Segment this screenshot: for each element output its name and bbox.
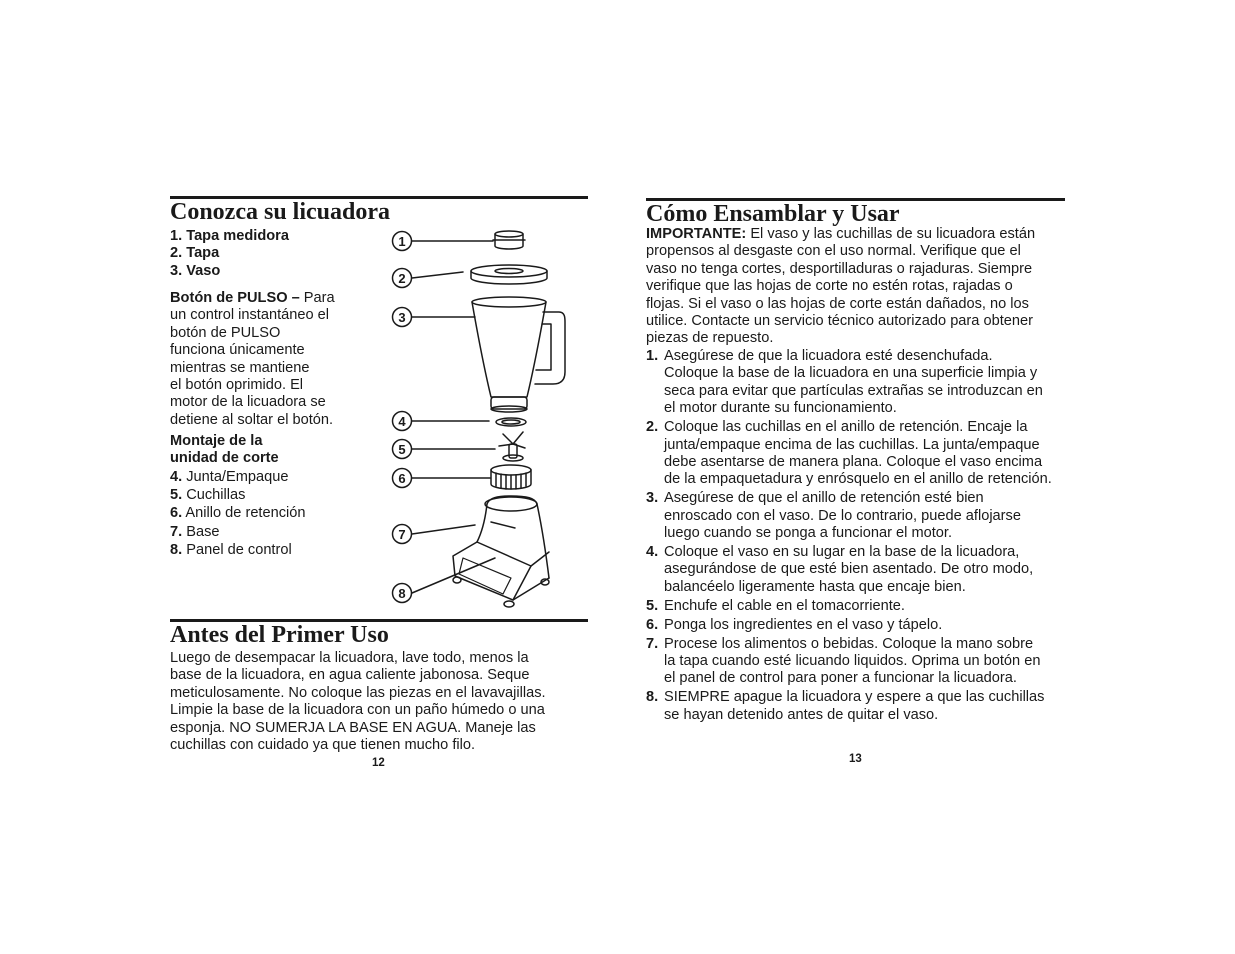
- part-item-7: 7. Base: [170, 523, 220, 540]
- step-2: 2. Coloque las cuchillas en el anillo de retención. Encaje la junta/empaque encima de las cuchillas. La junta/empaque debe asentarse de manera plana. Coloque el vaso encima de la empaquetadura y enrósquelo en el anillo de retención.: [646, 419, 1052, 488]
- retaining-ring-drawing: [491, 465, 531, 489]
- part-item-6: 6. Anillo de retención: [170, 505, 306, 522]
- svg-text:8: 8: [398, 586, 406, 601]
- step-1: 1. Asegúrese de que la licuadora esté desenchufada. Coloque la base de la licuadora en una superficie limpia y seca para evitar que partículas extrañas se introduzcan en el motor durante su funcionamiento.: [646, 348, 1043, 417]
- blades-drawing: [499, 432, 525, 461]
- svg-text:3: 3: [398, 310, 406, 325]
- part-item-1: 1. Tapa medidora: [170, 228, 289, 244]
- callout-2: [393, 269, 412, 288]
- page-number-right: 13: [849, 753, 862, 765]
- callout-6: [393, 469, 412, 488]
- part-item-8: 8. Panel de control: [170, 541, 292, 558]
- callout-5: [393, 440, 412, 459]
- part-item-4: 4. Junta/Empaque: [170, 469, 289, 485]
- step-5: 5. Enchufe el cable en el tomacorriente.: [646, 597, 905, 614]
- pulse-label: Botón de PULSO –: [170, 290, 300, 306]
- pulse-description: Botón de PULSO – Para un control instantáneo el botón de PULSO funciona únicamente mientras se mantiene el botón oprimido. El motor de la licuadora se detiene al soltar el botón.: [170, 290, 335, 428]
- step-7: 7. Procese los alimentos o bebidas. Coloque la mano sobre la tapa cuando esté licuando liquidos. Oprima un botón en el panel de control para poner a funcionar la licuadora.: [646, 635, 1041, 687]
- step-6: 6. Ponga los ingredientes en el vaso y tápelo.: [646, 616, 943, 633]
- lid-drawing: [471, 265, 547, 284]
- part-item-2: 2. Tapa: [170, 245, 220, 262]
- assembly-steps: [646, 348, 1086, 726]
- step-4: 4. Coloque el vaso en su lugar en la base de la licuadora, asegurándose de que esté bien asentado. De otro modo, balancéelo ligeramente hasta que encaje bien.: [646, 543, 1034, 595]
- svg-text:5: 5: [398, 442, 406, 457]
- heading-conozca: Conozca su licuadora: [170, 199, 391, 225]
- callout-1: [393, 232, 412, 251]
- page-number-left: 12: [372, 757, 385, 769]
- motor-base-drawing: [453, 496, 549, 607]
- important-label: IMPORTANTE:: [646, 226, 747, 242]
- part-item-5: 5. Cuchillas: [170, 487, 246, 504]
- step-8: 8. SIEMPRE apague la licuadora y espere a que las cuchillas se hayan detenido antes de quitar el vaso.: [646, 689, 1045, 723]
- callout-7: [393, 525, 412, 544]
- blender-exploded-diagram: [385, 222, 585, 612]
- svg-text:7: 7: [398, 527, 406, 542]
- antes-paragraph: Luego de desempacar la licuadora, lave todo, menos la base de la licuadora, en agua caliente jabonosa. Seque meticulosamente. No coloque las piezas en el lavavajillas. Limpie la base de la licuadora con un paño húmedo o una esponja. NO SUMERJA LA BASE EN AGUA. Maneje las cuchillas con cuidado ya que tienen mucho filo.: [170, 650, 546, 754]
- heading-ensamblar: Cómo Ensamblar y Usar: [646, 201, 900, 227]
- callout-8: [393, 584, 412, 603]
- cutting-unit-list: [170, 468, 380, 559]
- svg-text:2: 2: [398, 271, 406, 286]
- callout-4: [393, 412, 412, 431]
- cutting-unit-heading: Montaje de la unidad de corte: [170, 433, 279, 467]
- svg-text:4: 4: [398, 414, 406, 429]
- measuring-cap-drawing: [493, 231, 525, 249]
- step-3: 3. Asegúrese de que el anillo de retención esté bien enroscado con el vaso. De lo contrario, puede aflojarse luego cuando se ponga a funcionar el motor.: [646, 490, 1021, 542]
- svg-text:6: 6: [398, 471, 406, 486]
- jar-drawing: [472, 297, 565, 412]
- gasket-drawing: [496, 418, 526, 426]
- svg-text:1: 1: [398, 234, 406, 249]
- callout-3: [393, 308, 412, 327]
- heading-antes: Antes del Primer Uso: [170, 622, 389, 648]
- important-paragraph: IMPORTANTE: El vaso y las cuchillas de su licuadora están propensos al desgaste con el uso normal. Verifique que el vaso no tenga cortes, desportilladuras o rajaduras. Siempre verifique que las hojas de corte no estén rotas, rajadas o flojas. Si el vaso o las hojas de corte están dañados, no los utilice. Contacte un servicio técnico autorizado para obtener piezas de repuesto.: [646, 226, 1036, 347]
- part-item-3: 3. Vaso: [170, 262, 221, 279]
- parts-list: [170, 228, 370, 280]
